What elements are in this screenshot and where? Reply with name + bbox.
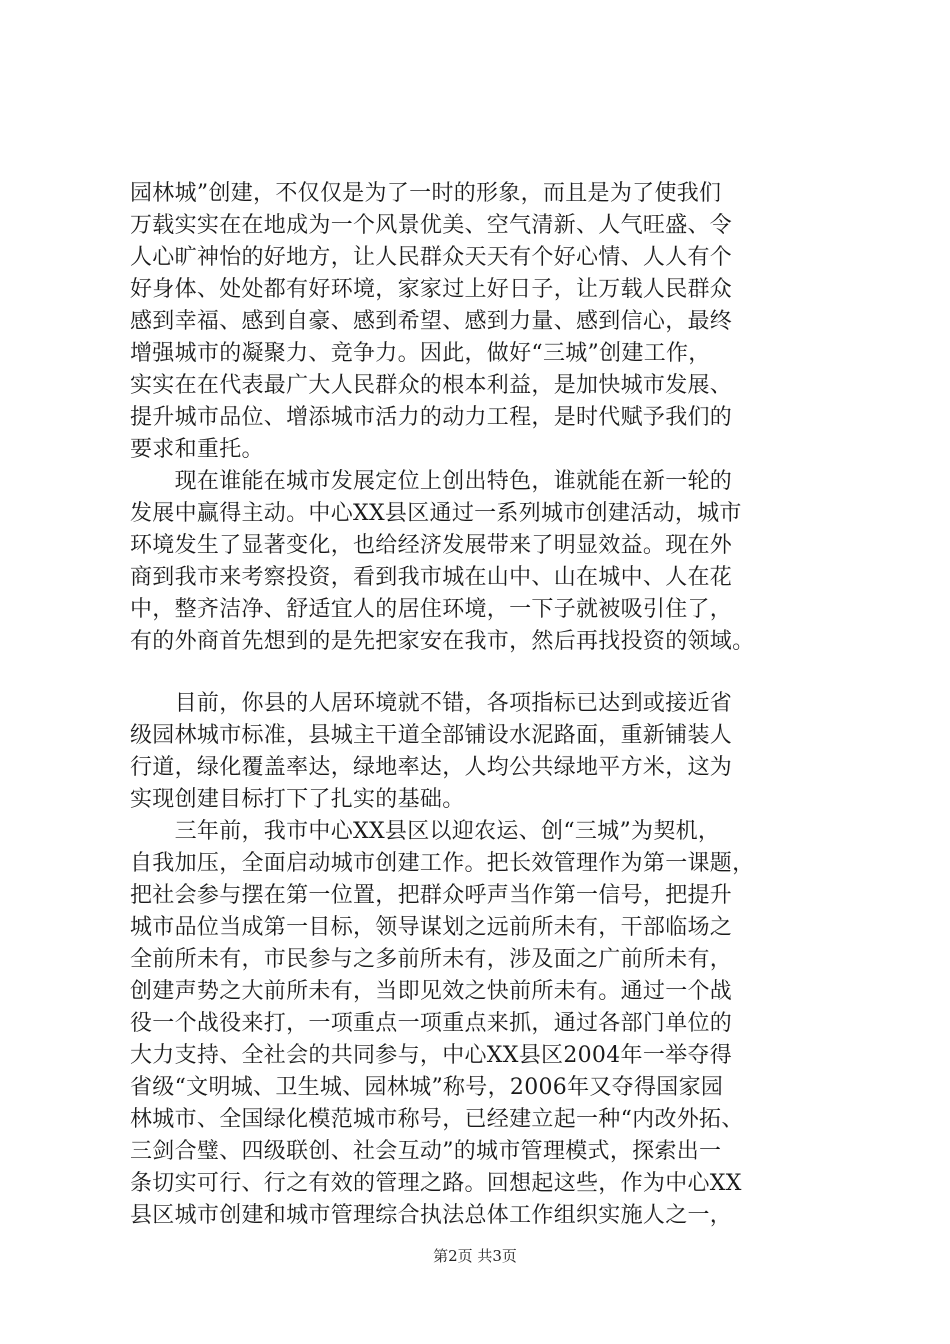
text-line: 大力支持、全社会的共同参与，中心XX县区2004年一举夺得 <box>130 1043 733 1068</box>
paragraph <box>130 178 820 466</box>
text-line: 实实在在代表最广大人民群众的根本利益，是加快城市发展、 <box>130 373 733 398</box>
text-line: 好身体、处处都有好环境，家家过上好日子，让万载人民群众 <box>130 277 733 302</box>
text-line: 增强城市的凝聚力、竞争力。因此，做好“三城”创建工作， <box>130 341 711 366</box>
text-line: 城市品位当成第一目标，领导谋划之远前所未有，干部临场之 <box>130 915 733 940</box>
text-line: 自我加压，全面启动城市创建工作。把长效管理作为第一课题， <box>130 851 755 876</box>
paragraph <box>130 688 820 816</box>
text-line: 发展中赢得主动。中心XX县区通过一系列城市创建活动，城市 <box>130 501 742 526</box>
text-line: 条切实可行、行之有效的管理之路。回想起这些，作为中心XX <box>130 1171 742 1196</box>
text-line: 要求和重托。 <box>130 437 264 462</box>
text-line: 三年前，我市中心XX县区以迎农运、创“三城”为契机， <box>130 819 721 844</box>
text-line: 三剑合璧、四级联创、社会互动”的城市管理模式，探索出一 <box>130 1139 722 1164</box>
text-line: 有的外商首先想到的是先把家安在我市，然后再找投资的领域。 <box>130 629 755 654</box>
text-line: 级园林城市标准，县城主干道全部铺设水泥路面，重新铺装人 <box>130 723 733 748</box>
text-line: 提升城市品位、增添城市活力的动力工程，是时代赋予我们的 <box>130 405 733 430</box>
document-body <box>130 178 820 1232</box>
text-line: 省级“文明城、卫生城、园林城”称号，2006年又夺得国家园 <box>130 1075 724 1100</box>
text-line: 实现创建目标打下了扎实的基础。 <box>130 787 465 812</box>
text-line: 把社会参与摆在第一位置，把群众呼声当作第一信号，把提升 <box>130 883 733 908</box>
text-line: 全前所未有，市民参与之多前所未有，涉及面之广前所未有， <box>130 947 733 972</box>
text-line: 役一个战役来打，一项重点一项重点来抓，通过各部门单位的 <box>130 1011 733 1036</box>
text-line: 林城市、全国绿化模范城市称号，已经建立起一种“内改外拓、 <box>130 1107 744 1132</box>
text-line: 中，整齐洁净、舒适宜人的居住环境，一下子就被吸引住了， <box>130 597 733 622</box>
text-line: 目前，你县的人居环境就不错，各项指标已达到或接近省 <box>130 691 733 716</box>
paragraph <box>130 466 820 658</box>
text-line: 商到我市来考察投资，看到我市城在山中、山在城中、人在花 <box>130 565 733 590</box>
text-line: 感到幸福、感到自豪、感到希望、感到力量、感到信心，最终 <box>130 309 733 334</box>
text-line: 环境发生了显著变化，也给经济发展带来了明显效益。现在外 <box>130 533 733 558</box>
text-line: 人心旷神怡的好地方，让人民群众天天有个好心情、人人有个 <box>130 245 733 270</box>
paragraph <box>130 816 820 1232</box>
paragraph-spacer <box>130 658 820 688</box>
text-line: 创建声势之大前所未有，当即见效之快前所未有。通过一个战 <box>130 979 733 1004</box>
text-line: 行道，绿化覆盖率达，绿地率达，人均公共绿地平方米，这为 <box>130 755 733 780</box>
page-footer: 第2页 共3页 <box>433 1247 517 1265</box>
text-line: 县区城市创建和城市管理综合执法总体工作组织实施人之一， <box>130 1203 733 1228</box>
text-line: 园林城”创建，不仅仅是为了一时的形象，而且是为了使我们 <box>130 181 722 206</box>
text-line: 万载实实在在地成为一个风景优美、空气清新、人气旺盛、令 <box>130 213 733 238</box>
text-line: 现在谁能在城市发展定位上创出特色，谁就能在新一轮的 <box>130 469 733 494</box>
